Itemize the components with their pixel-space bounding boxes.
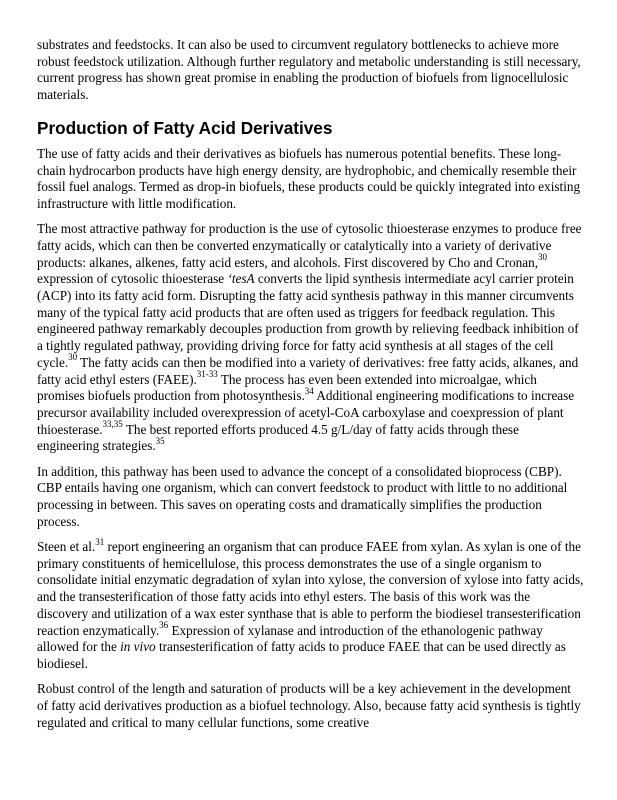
paragraph-cbp: In addition, this pathway has been used to advance the concept of a consolidated bioprocess (CBP). CBP entails having one organism, which can convert feedstock to product with little to no additional processing in between. This saves on operating costs and dramatically simplifies the production process. <box>37 463 568 529</box>
document-page <box>37 37 584 740</box>
paragraph-text: The fatty acids can then be modified into a variety of derivatives: free fatty acids, alkanes, and fatty acid ethyl esters (FAEE). <box>37 354 579 387</box>
paragraph-text: The most attractive pathway for production is the use of cytosolic thioesterase enzymes to produce free fatty acids, which can then be converted enzymatically or catalytically into a variety of derivative products: alkanes, alkenes, fatty acid esters, and alcohols. First discovered by Cho and Cronan, <box>37 221 582 270</box>
citation-ref: 35 <box>155 435 165 446</box>
gene-name: ‘tesA <box>227 271 255 287</box>
paragraph-intro-continuation: substrates and feedstocks. It can also be used to circumvent regulatory bottlenecks to achieve more robust feedstock utilization. Although further regulatory and metabolic understanding is still necessary, current progress has shown great promise in enabling the production of biofuels from lignocellulosic materials. <box>37 37 581 103</box>
italic-term: in vivo <box>120 639 156 655</box>
citation-ref: 30 <box>68 352 78 363</box>
paragraph-text: converts the lipid synthesis intermediate acyl carrier protein (ACP) into its fatty acid form. Disrupting the fatty acid synthesis pathway in this manner circumvents many of the typical fatty acid products that are often used as triggers for feedback regulation. This engineered pathway remarkably decouples production from growth by relieving feedback inhibition of a tightly regulated pathway, providing driving force for fatty acid synthesis at all stages of the cell cycle. <box>37 271 579 370</box>
paragraph-text: report engineering an organism that can produce FAEE from xylan. As xylan is one of the primary constituents of hemicellulose, this process demonstrates the use of a single organism to consolidate initial enzymatic degradation of xylan into xylose, the conversion of xylose into fatty acids, and the transesterification of those fatty acids into ethyl esters. The basis of this work was the discovery and utilization of a wax ester synthase that is able to perform the biodiesel transesterification reaction enzymatically. <box>37 539 584 638</box>
paragraph-pathway <box>37 221 584 455</box>
citation-ref: 33,35 <box>102 419 123 430</box>
citation-ref: 34 <box>304 385 314 396</box>
citation-ref: 31 <box>95 536 105 547</box>
paragraph-text: Expression of xylanase and introduction of the ethanologenic pathway allowed for the <box>37 622 543 655</box>
citation-ref: 31-33 <box>196 369 218 380</box>
paragraph-text: transesterification of fatty acids to produce FAEE that can be used directly as biodiesel. <box>37 639 566 671</box>
paragraph-steen <box>37 536 584 673</box>
citation-ref: 30 <box>538 252 547 263</box>
paragraph-benefits: The use of fatty acids and their derivatives as biofuels has numerous potential benefits. These long-chain hydrocarbon products have high energy density, are hydrophobic, and chemically resemble their fossil fuel analogs. Termed as drop-in biofuels, these products could be quickly integrated into existing infrastructure with little modification. <box>37 145 581 211</box>
paragraph-text: expression of cytosolic thioesterase <box>37 271 228 287</box>
paragraph-text: Additional engineering modifications to increase precursor availability included overexpression of acetyl-CoA carboxylase and coexpression of plant thioesterase. <box>37 388 575 437</box>
paragraph-text: Steen et al. <box>37 539 96 555</box>
paragraph-text: The process has even been extended into microalgae, which promises biofuels production from photosynthesis. <box>37 371 537 404</box>
section-heading: Production of Fatty Acid Derivatives <box>37 117 333 138</box>
paragraph-text: The best reported efforts produced 4.5 g/L/day of fatty acids through these engineering strategies. <box>37 421 519 454</box>
citation-ref: 36 <box>159 620 169 631</box>
paragraph-robust-control: Robust control of the length and saturation of products will be a key achievement in the development of fatty acid derivatives production as a biofuel technology. Also, because fatty acid synthesis is tightly regulated and critical to many cellular functions, some creative <box>37 681 581 730</box>
